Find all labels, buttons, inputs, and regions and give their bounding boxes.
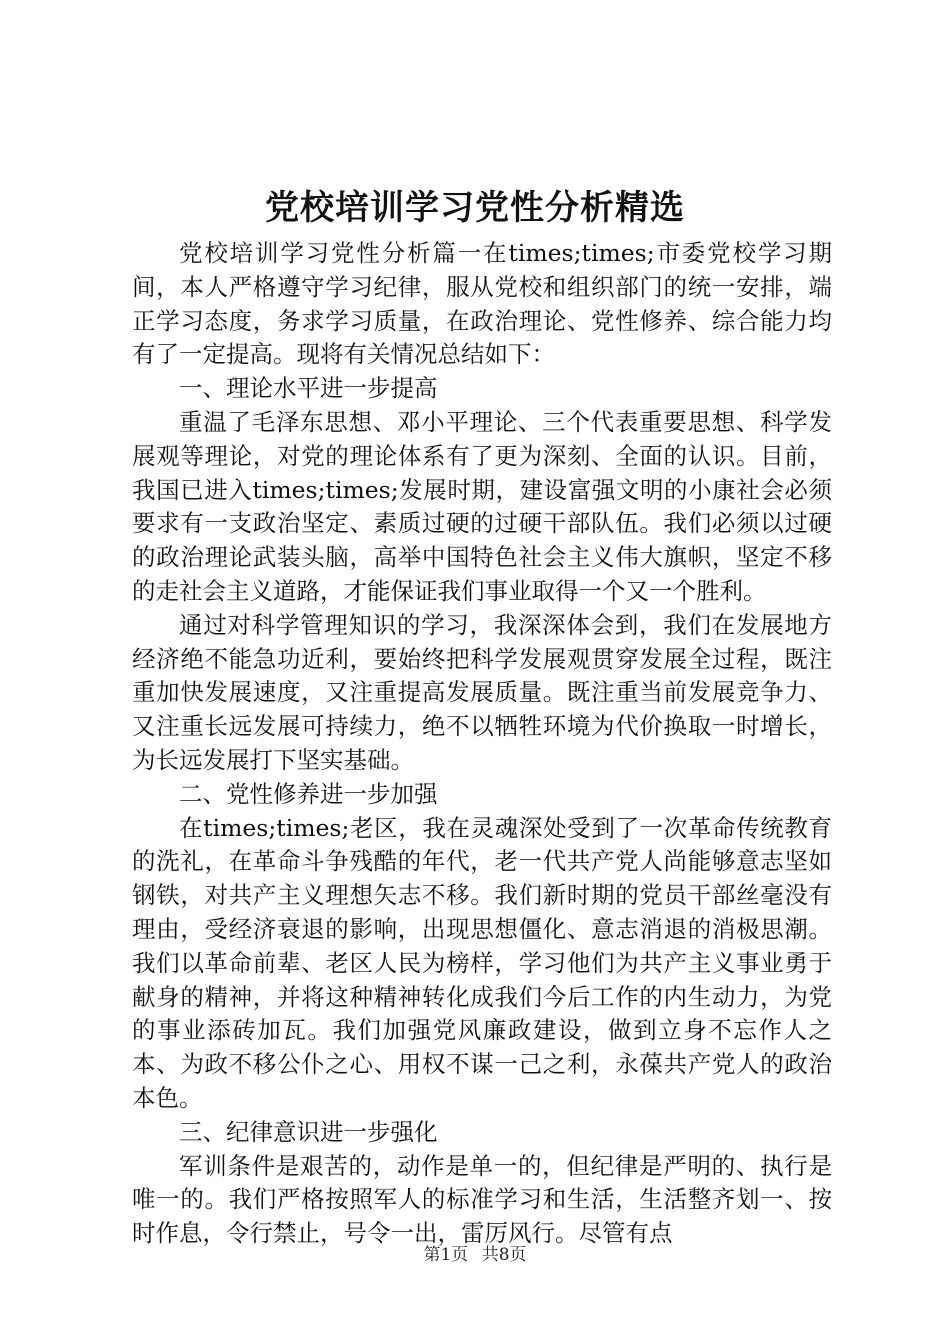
paragraph-theory-1: 重温了毛泽东思想、邓小平理论、三个代表重要思想、科学发展观等理论，对党的理论体系有了更为深刻、全面的认识。目前，我国已进入times;times;发展时期，建设富强文明的小康社会必须要求有一支政治坚定、素质过硬的过硬干部队伍。我们必须以过硬的政治理论武装头脑，高举中国特色社会主义伟大旗帜，坚定不移的走社会主义道路，才能保证我们事业取得一个又一个胜利。 [132,407,832,605]
paragraph-theory-2: 通过对科学管理知识的学习，我深深体会到，我们在发展地方经济绝不能急功近利，要始终把科学发展观贯穿发展全过程，既注重加快发展速度，又注重提高发展质量。既注重当前发展竞争力、又注重长远发展可持续力，绝不以牺牲环境为代价换取一时增长，为长远发展打下坚实基础。 [132,610,832,774]
section-heading-1: 一、理论水平进一步提高 [179,374,438,403]
document-body [132,237,832,1251]
page-number: 第1页 [423,1245,469,1265]
paragraph-intro: 党校培训学习党性分析篇一在times;times;市委党校学习期间，本人严格遵守学习纪律，服从党校和组织部门的统一安排，端正学习态度，务求学习质量，在政治理论、党性修养、综合能力均有了一定提高。现将有关情况总结如下： [132,239,832,369]
section-heading-3: 三、纪律意识进一步强化 [179,1117,438,1146]
document-title: 党校培训学习党性分析精选 [265,188,685,228]
paragraph-party-spirit: 在times;times;老区，我在灵魂深处受到了一次革命传统教育的洗礼，在革命斗争残酷的年代，老一代共产党人尚能够意志坚如钢铁，对共产主义理想矢志不移。我们新时期的党员干部丝毫没有理由，受经济衰退的影响，出现思想僵化、意志消退的消极思潮。我们以革命前辈、老区人民为榜样，学习他们为共产主义事业勇于献身的精神，并将这种精神转化成我们今后工作的内生动力，为党的事业添砖加瓦。我们加强党风廉政建设，做到立身不忘作人之本、为政不移公仆之心、用权不谋一己之利，永葆共产党人的政治本色。 [132,813,832,1112]
paragraph-discipline: 军训条件是艰苦的，动作是单一的，但纪律是严明的、执行是唯一的。我们严格按照军人的标准学习和生活，生活整齐划一、按时作息，令行禁止，号令一出，雷厉风行。尽管有点 [132,1151,832,1248]
page-total: 共8页 [481,1245,527,1265]
page-footer [0,1243,950,1267]
section-heading-2: 二、党性修养进一步加强 [179,779,438,808]
